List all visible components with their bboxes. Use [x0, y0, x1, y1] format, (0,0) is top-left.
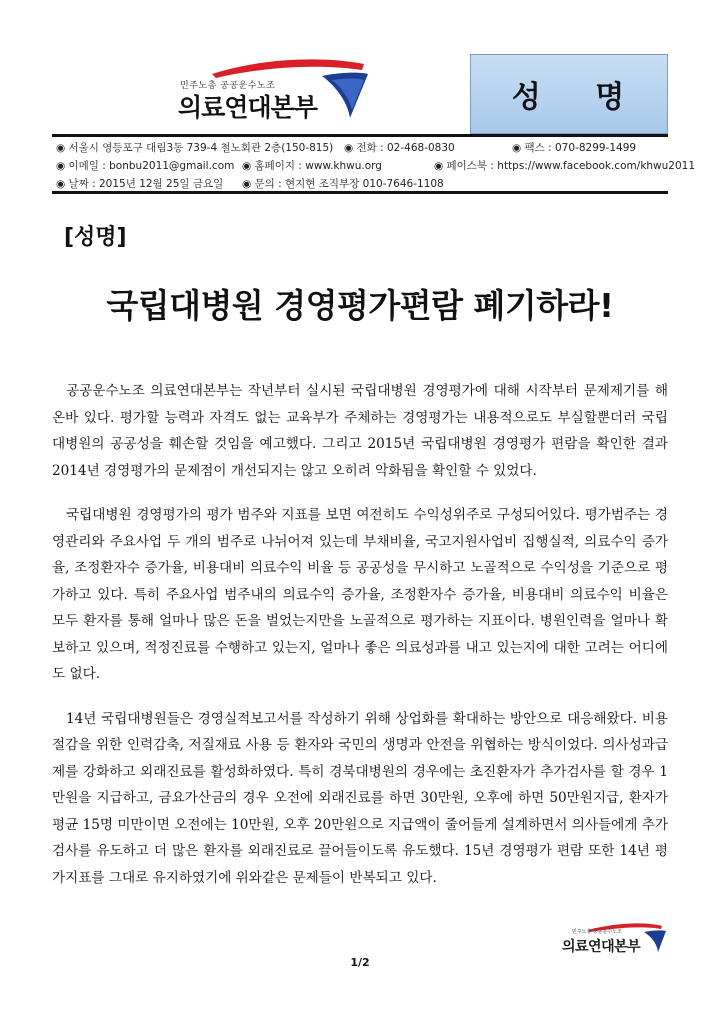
footer-org-name: 의료연대본부	[562, 939, 641, 955]
paragraph: 공공운수노조 의료연대본부는 작년부터 실시된 국립대병원 경영평가에 대해 시작부터 문제제기를 해 온바 있다. 평가할 능력과 자격도 없는 교육부가 주체하는 경영평가는 내용적으로도 부실할뿐더러 국립대병원의 공공성을 훼손할 것임을 예고했다. 그리고 2015년 국립대병원 경영평가 편람을 확인한 결과 2014년 경영평가의 문제점이 개선되지는 않고 오히려 악화됨을 확인할 수 있었다.	[52, 383, 669, 479]
phone-text: ◉ 전화 : 02-468-0830	[344, 139, 455, 157]
info-row	[52, 175, 668, 193]
email-text: ◉ 이메일 : bonbu2011@gmail.com	[56, 157, 234, 175]
fax-text: ◉ 팩스 : 070-8299-1499	[512, 139, 636, 157]
date-text: ◉ 날짜 : 2015년 12월 25일 금요일	[56, 175, 223, 193]
footer-org-small: 민주노총 공공운수노조	[572, 929, 622, 935]
paragraph: 국립대병원 경영평가의 평가 범주와 지표를 보면 여전히도 수익성위주로 구성되어있다. 평가범주는 경영관리와 주요사업 두 개의 범주로 나뉘어져 있는데 부채비율, 국고지원사업비 집행실적, 의료수익 증가율, 조정환자수 증가율, 비용대비 의료수익 비율 등 공공성을 무시하고 노골적으로 수익성을 기준으로 평가하고 있다. 특히 주요사업 범주내의 의료수익 증가율, 조정환자수 증가율, 비용대비 의료수익 비율은 모두 환자를 통해 얼마나 많은 돈을 벌었는지만을 노골적으로 평가하는 지표이다. 병원인력을 얼마나 확보하고 있으며, 적정진료를 수행하고 있는지, 얼마나 좋은 의료성과를 내고 있는지에 대한 고려는 어디에도 없다.	[52, 507, 668, 682]
letterhead	[52, 54, 668, 134]
page-title: 국립대병원 경영평가편람 폐기하라!	[106, 286, 614, 325]
logo-org-small: 민주노총 공공운수노조	[180, 81, 276, 91]
info-row	[52, 139, 668, 157]
address-text: ◉ 서울시 영등포구 대림3동 739-4 철노회관 2층(150-815)	[56, 139, 333, 157]
union-logo	[52, 54, 470, 134]
facebook-link[interactable]: ◉ 페이스북 : https://www.facebook.com/khwu2011	[434, 157, 695, 175]
paragraph: 14년 국립대병원들은 경영실적보고서를 작성하기 위해 상업화를 확대하는 방안으로 대응해왔다. 비용절감을 위한 인력감축, 저질재료 사용 등 환자와 국민의 생명과 안전을 위협하는 방식이었다. 의사성과급제를 강화하고 외래진료를 활성화하였다. 특히 경북대병원의 경우에는 초진환자가 추가검사를 할 경우 1만원을 지급하고, 금요가산금의 경우 오전에 외래진료를 하면 30만원, 오후에 하면 50만원지급, 환자가 평균 15명 미만이면 오전에는 10만원, 오후 20만원으로 지급액이 줄어들게 설계하면서 의사들에게 추가검사를 유도하고 더 많은 환자를 외래진료로 끌어들이도록 유도했다. 15년 경영평가 편람 또한 14년 평가지표를 그대로 유지하였기에 위와같은 문제들이 반복되고 있다.	[52, 710, 668, 886]
contact-info	[52, 134, 696, 194]
homepage-link[interactable]: ◉ 홈페이지 : www.khwu.org	[242, 157, 382, 175]
document-type-label: 성 명	[511, 80, 647, 115]
document-type-box	[470, 54, 668, 134]
page-number: 1/2	[350, 956, 370, 969]
statement-body	[52, 378, 668, 909]
contact-text: ◉ 문의 : 현지현 조직부장 010-7646-1108	[242, 175, 444, 193]
statement-label: [성명]	[64, 225, 127, 250]
info-row	[52, 157, 696, 175]
logo-org-name: 의료연대본부	[178, 93, 317, 122]
